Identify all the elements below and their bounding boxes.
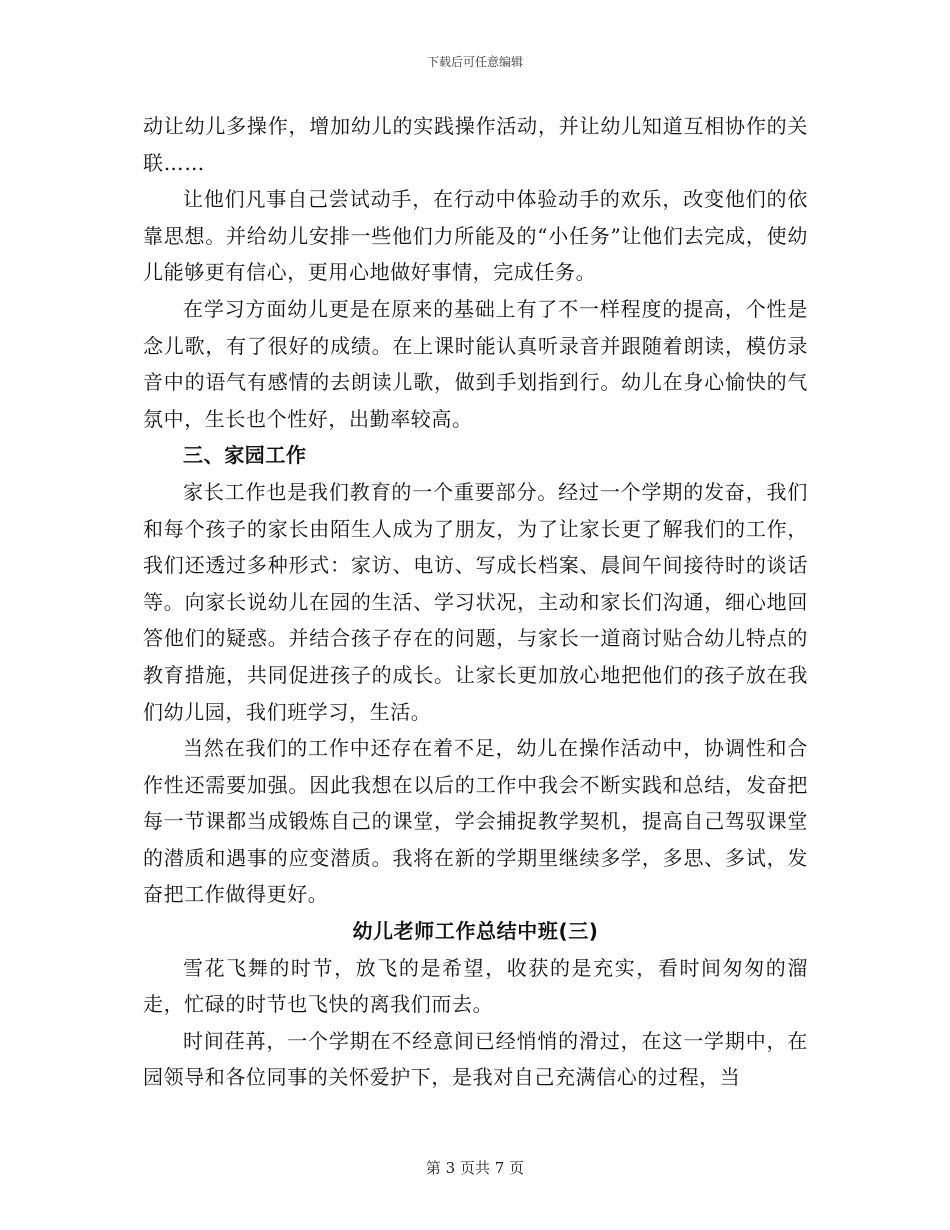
document-body: [143, 108, 808, 1096]
page-footer: 第 3 页共 7 页: [425, 1159, 525, 1177]
page-header: 下载后可任意编辑: [426, 55, 523, 69]
paragraph-5: 当然在我们的工作中还存在着不足，幼儿在操作活动中，协调性和合作性还需要加强。因此我想在以后的工作中我会不断实践和总结，发奋把每一节课都当成锻炼自己的课堂，学会捕捉教学契机，提高自己驾驭课堂的潜质和遇事的应变潜质。我将在新的学期里继续多学，多思、多试，发奋把工作做得更好。: [143, 736, 808, 907]
paragraph-3: 在学习方面幼儿更是在原来的基础上有了不一样程度的提高，个性是念儿歌，有了很好的成绩。在上课时能认真听录音并跟随着朗读，模仿录音中的语气有感情的去朗读儿歌，做到手划指到行。幼儿在身心愉快的气氛中，生长也个性好，出勤率较高。: [143, 296, 808, 431]
paragraph-1: 动让幼儿多操作，增加幼儿的实践操作活动，并让幼儿知道互相协作的关联……: [143, 114, 808, 175]
document-title: 幼儿老师工作总结中班(三): [352, 919, 599, 944]
paragraph-6: 雪花飞舞的时节，放飞的是希望，收获的是充实，看时间匆匆的溜走，忙碌的时节也飞快的离我们而去。: [143, 955, 808, 1017]
paragraph-4: 家长工作也是我们教育的一个重要部分。经过一个学期的发奋，我们和每个孩子的家长由陌生人成为了朋友，为了让家长更了解我们的工作，我们还透过多种形式：家访、电访、写成长档案、晨间午间接待时的谈话等。向家长说幼儿在园的生活、学习状况，主动和家长们沟通，细心地回答他们的疑惑。并结合孩子存在的问题，与家长一道商讨贴合幼儿特点的教育措施，共同促进孩子的成长。让家长更加放心地把他们的孩子放在我们幼儿园，我们班学习，生活。: [143, 479, 808, 724]
paragraph-7: 时间荏苒，一个学期在不经意间已经悄悄的滑过，在这一学期中，在园领导和各位同事的关怀爱护下，是我对自己充满信心的过程，当: [143, 1028, 808, 1090]
section-heading: 三、家园工作: [183, 443, 307, 468]
paragraph-2: 让他们凡事自己尝试动手，在行动中体验动手的欢乐，改变他们的依靠思想。并给幼儿安排一些他们力所能及的“小任务”让他们去完成，使幼儿能够更有信心，更用心地做好事情，完成任务。: [143, 187, 808, 285]
